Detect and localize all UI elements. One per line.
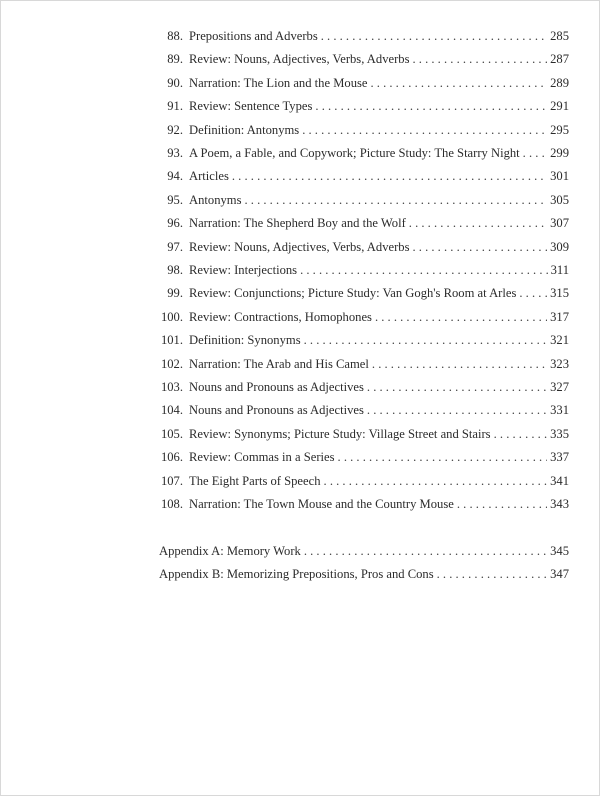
toc-entry: [159, 427, 569, 442]
page-number: 311: [550, 263, 569, 277]
page-number: 289: [550, 75, 569, 90]
dot-leader: [315, 99, 547, 114]
toc-entry: [159, 286, 569, 301]
dot-leader: [523, 146, 547, 161]
chapter-number: 89.: [167, 52, 183, 67]
dot-leader: [304, 333, 548, 348]
dot-leader: [370, 76, 547, 91]
toc-entry: [159, 76, 569, 91]
chapter-title: Nouns and Pronouns as Adjectives: [189, 380, 364, 394]
toc-entry: [159, 29, 569, 44]
page-number: 285: [550, 29, 569, 43]
chapter-title: Narration: The Arab and His Camel: [189, 356, 369, 371]
dot-leader: [304, 544, 547, 559]
chapter-title: Review: Interjections: [189, 263, 298, 277]
page-number: 295: [550, 122, 569, 137]
toc-entry: [159, 380, 569, 395]
chapter-title: Review: Nouns, Adjectives, Verbs, Adverbs: [189, 52, 410, 67]
dot-leader: [300, 263, 548, 278]
toc-entry: [159, 403, 569, 418]
chapter-number: 107.: [160, 473, 183, 488]
chapter-number: 94.: [167, 169, 183, 184]
page-number: 323: [550, 356, 569, 371]
chapter-title: Review: Contractions, Homophones: [189, 309, 372, 324]
chapter-number: 93.: [167, 146, 183, 160]
chapter-number: 90.: [167, 75, 183, 90]
page-number: 331: [550, 403, 569, 418]
dot-leader: [321, 29, 547, 44]
page-number: 347: [550, 567, 569, 582]
chapter-number: 96.: [167, 216, 183, 231]
appendix-title: Appendix B: Memorizing Prepositions, Pros and Cons: [159, 567, 434, 582]
toc-entry: [159, 357, 569, 372]
toc-entry: [159, 240, 569, 255]
page-number: 291: [550, 99, 569, 114]
chapter-number: 100.: [160, 309, 183, 324]
toc-entry: [159, 216, 569, 231]
chapter-title: Narration: The Lion and the Mouse: [189, 75, 368, 90]
chapter-number: 95.: [167, 192, 183, 207]
chapter-number: 92.: [167, 122, 183, 137]
page-number: 307: [550, 216, 569, 231]
page-number: 341: [550, 473, 569, 488]
appendix-entry: [159, 544, 569, 559]
page-number: 301: [550, 169, 569, 184]
dot-leader: [338, 450, 548, 465]
chapter-number: 106.: [160, 450, 183, 465]
chapter-number: 108.: [160, 497, 183, 511]
page-number: 287: [550, 52, 569, 67]
dot-leader: [302, 123, 547, 138]
page-number: 317: [550, 309, 569, 324]
toc-entry: [159, 497, 569, 512]
chapter-title: Review: Sentence Types: [189, 99, 313, 114]
toc-entry: [159, 169, 569, 184]
chapter-title: Definition: Antonyms: [189, 122, 300, 137]
chapter-number: 98.: [167, 263, 183, 277]
toc-entry: [159, 52, 569, 67]
chapter-title: Nouns and Pronouns as Adjectives: [189, 403, 364, 418]
toc-entry: [159, 193, 569, 208]
page-number: 299: [550, 146, 569, 160]
chapter-number: 91.: [167, 99, 183, 114]
chapter-number: 102.: [160, 356, 183, 371]
dot-leader: [372, 357, 547, 372]
toc-entry: [159, 450, 569, 465]
toc-entry: [159, 146, 569, 161]
chapter-title: Review: Conjunctions; Picture Study: Van Gogh's Room at Arles: [189, 286, 517, 301]
dot-leader: [367, 380, 547, 395]
page-number: 315: [550, 286, 569, 301]
page-number: 321: [550, 333, 569, 348]
chapter-title: Review: Commas in a Series: [189, 450, 335, 465]
dot-leader: [412, 240, 547, 255]
dot-leader: [409, 216, 547, 231]
chapter-number: 97.: [167, 239, 183, 254]
dot-leader: [412, 52, 547, 67]
dot-leader: [437, 567, 548, 582]
dot-leader: [324, 474, 548, 489]
chapter-number: 101.: [160, 333, 183, 348]
dot-leader: [519, 286, 547, 301]
dot-leader: [375, 310, 547, 325]
appendix-entry: [159, 567, 569, 582]
chapter-title: Review: Nouns, Adjectives, Verbs, Adverbs: [189, 239, 410, 254]
dot-leader: [232, 169, 547, 184]
page-number: 305: [550, 192, 569, 207]
page-number: 335: [550, 426, 569, 441]
chapter-number: 104.: [160, 403, 183, 418]
toc-entry: [159, 310, 569, 325]
toc-entry: [159, 333, 569, 348]
chapter-title: Antonyms: [189, 192, 242, 207]
page-number: 337: [550, 450, 569, 465]
dot-leader: [244, 193, 547, 208]
chapter-number: 103.: [160, 380, 183, 394]
dot-leader: [494, 427, 548, 442]
chapter-number: 88.: [167, 29, 183, 43]
toc-entry: [159, 474, 569, 489]
toc-entry: [159, 263, 569, 278]
chapter-title: Definition: Synonyms: [189, 333, 301, 348]
page-number: 343: [550, 497, 569, 511]
toc-entry: [159, 123, 569, 138]
chapter-title: Articles: [189, 169, 229, 184]
chapter-title: Narration: The Town Mouse and the Country Mouse: [189, 497, 454, 511]
toc-entry: [159, 99, 569, 114]
page-number: 345: [550, 544, 569, 558]
chapter-title: Prepositions and Adverbs: [189, 29, 318, 43]
chapter-number: 105.: [160, 426, 183, 441]
chapter-title: Narration: The Shepherd Boy and the Wolf: [189, 216, 406, 231]
chapter-title: Review: Synonyms; Picture Study: Village Street and Stairs: [189, 426, 491, 441]
dot-leader: [367, 403, 547, 418]
chapter-title: The Eight Parts of Speech: [189, 473, 321, 488]
appendix-title: Appendix A: Memory Work: [159, 544, 301, 558]
dot-leader: [457, 497, 547, 512]
chapter-number: 99.: [167, 286, 183, 301]
page-number: 309: [550, 239, 569, 254]
page-number: 327: [550, 380, 569, 394]
chapter-title: A Poem, a Fable, and Copywork; Picture Study: The Starry Night: [189, 146, 520, 160]
